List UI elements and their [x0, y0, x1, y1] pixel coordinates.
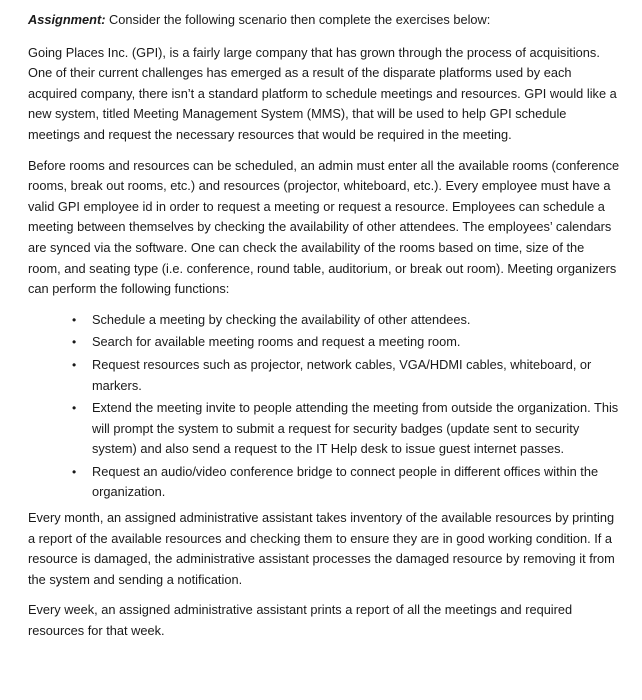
bullet-icon: •: [72, 401, 77, 416]
list-item: [72, 462, 620, 503]
list-item: [72, 398, 620, 460]
monthly-paragraph: Every month, an assigned administrative assistant takes inventory of the available resources by printing a report of the available resources and checking them to ensure they are in good working condition. If a resource is damaged, the administrative assistant processes the damaged resource by removing it from the system and sending a notification.: [28, 510, 615, 587]
bullet-icon: •: [72, 464, 77, 479]
list-item: [72, 332, 620, 353]
list-item-text: Schedule a meeting by checking the availability of other attendees.: [92, 311, 471, 327]
weekly-paragraph: Every week, an assigned administrative assistant prints a report of all the meetings and required resources for that week.: [28, 602, 573, 639]
assignment-label: Assignment:: [28, 12, 106, 27]
intro-paragraph: Going Places Inc. (GPI), is a fairly large company that has grown through the process of acquisitions. One of their current challenges has emerged as a result of the disparate platforms used by each acquired company, there isn’t a standard platform to schedule meetings and resources. GPI would like a new system, titled Meeting Management System (MMS), that will be used to help GPI schedule meetings and request the necessary resources that would be required in the meeting.: [28, 44, 617, 142]
list-item-text: Search for available meeting rooms and request a meeting room.: [92, 334, 461, 350]
list-item-text: Extend the meeting invite to people attending the meeting from outside the organization. This will prompt the system to submit a request for security badges (update sent to security system) and also send a request to the IT Help desk to issue guest internet passes.: [92, 400, 619, 457]
setup-paragraph: Before rooms and resources can be scheduled, an admin must enter all the available rooms (conference rooms, break out rooms, etc.) and resources (projector, whiteboard, etc.). Every employee must have a valid GPI employee id in order to request a meeting or request a resource. Employees can schedule a meeting between themselves by checking the availability of other attendees. The employees’ calendars are synced via the software. One can check the availability of the rooms based on time, size of the room, and seating type (i.e. conference, round table, auditorium, or break out room). Meeting organizers can perform the following functions:: [28, 157, 620, 297]
bullet-icon: •: [72, 312, 77, 327]
list-item-text: Request resources such as projector, network cables, VGA/HDMI cables, whiteboard, or markers.: [92, 356, 592, 393]
bullet-icon: •: [72, 335, 77, 350]
assignment-text: Consider the following scenario then complete the exercises below:: [105, 12, 491, 27]
functions-list: [28, 310, 620, 503]
list-item: [72, 355, 620, 396]
assignment-line: [28, 10, 620, 31]
list-item: [72, 310, 620, 331]
bullet-icon: •: [72, 357, 77, 372]
list-item-text: Request an audio/video conference bridge to connect people in different offices within the organization.: [92, 463, 599, 500]
